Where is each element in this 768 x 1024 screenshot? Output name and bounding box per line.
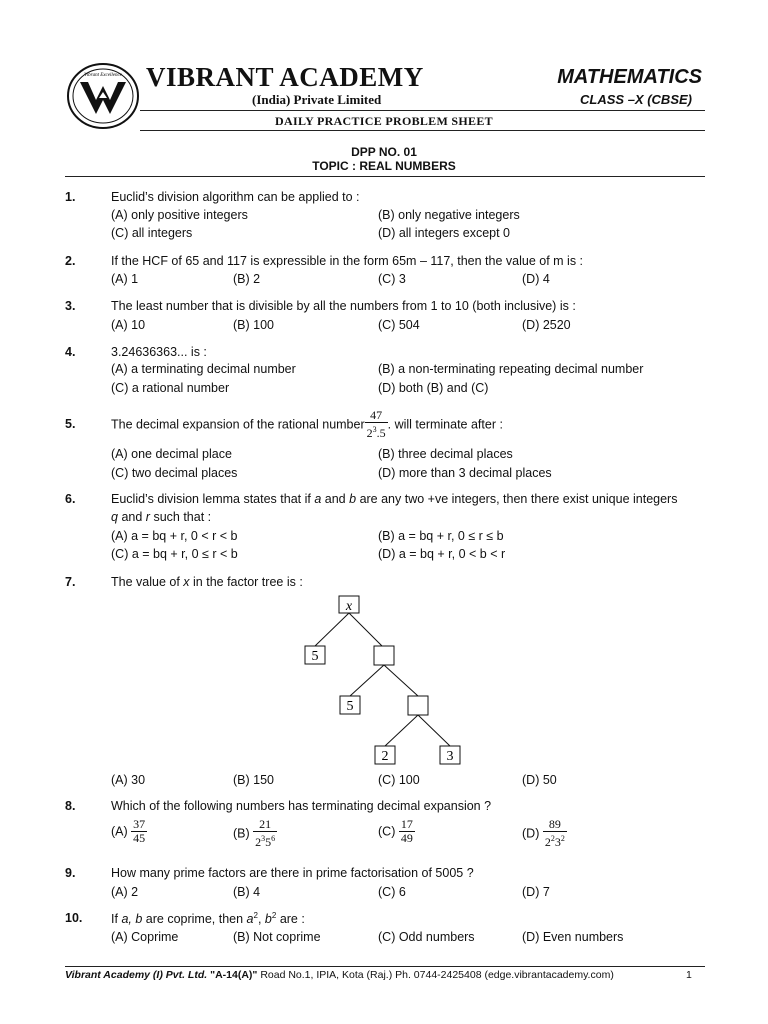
footer-company: Vibrant Academy (I) Pvt. Ltd. bbox=[65, 969, 208, 981]
question-text bbox=[111, 409, 711, 440]
option-c: (C) a rational number bbox=[111, 381, 230, 395]
footer-rule bbox=[65, 966, 705, 967]
option-a: (A) a terminating decimal number bbox=[111, 362, 296, 376]
question-number: 8. bbox=[65, 799, 76, 813]
fraction: $\frac{89}{2^23^2}$ bbox=[544, 817, 565, 849]
logo-text: Vibrant Excellence bbox=[84, 73, 122, 78]
tree-label-2: 2 bbox=[381, 749, 389, 764]
question-number: 10. bbox=[65, 911, 83, 925]
page-number: 1 bbox=[686, 969, 692, 981]
question-text: How many prime factors are there in prime factorisation of 5005 ? bbox=[111, 866, 474, 880]
option-d: (D) more than 3 decimal places bbox=[378, 466, 552, 480]
option-d: (D) a = bq + r, 0 < b < r bbox=[378, 547, 506, 561]
option-c: (C) 3 bbox=[378, 272, 406, 286]
option-b: (B) only negative integers bbox=[378, 208, 520, 222]
tree-node-empty-b bbox=[408, 696, 428, 715]
question-number: 4. bbox=[65, 345, 76, 359]
option-c: (C) 100 bbox=[378, 773, 420, 787]
option-b: (B) 2 bbox=[233, 272, 261, 286]
option-a: (A) one decimal place bbox=[111, 447, 232, 461]
class-label: CLASS –X (CBSE) bbox=[580, 92, 692, 107]
option-c: (C) a = bq + r, 0 ≤ r < b bbox=[111, 547, 238, 561]
question-number: 1. bbox=[65, 190, 76, 204]
option-b: (B) a non-terminating repeating decimal number bbox=[378, 362, 644, 376]
option-c: (C) Odd numbers bbox=[378, 930, 475, 944]
option-a: (A) 10 bbox=[111, 318, 146, 332]
factor-tree bbox=[300, 594, 470, 768]
tree-label-5a: 5 bbox=[311, 649, 319, 664]
option-c: (C) 504 bbox=[378, 318, 420, 332]
question-text: If the HCF of 65 and 117 is expressible in the form 65m – 117, then the value of m is : bbox=[111, 254, 584, 268]
option-d: (D) 4 bbox=[522, 272, 550, 286]
question-text: If a, b are coprime, then $a^2$, $b^2$ are : bbox=[111, 911, 305, 927]
question-text: 3.24636363... is : bbox=[111, 345, 207, 359]
fraction: $\frac{21}{2^35^6}$ bbox=[255, 817, 276, 849]
option-b: (B) 100 bbox=[233, 318, 274, 332]
option-a: (A) 2 bbox=[111, 885, 139, 899]
option-b: (B) three decimal places bbox=[378, 447, 513, 461]
brand-subtitle: (India) Private Limited bbox=[252, 92, 382, 107]
option-d: (D) Even numbers bbox=[522, 930, 624, 944]
tree-root-label: x bbox=[345, 599, 353, 614]
topic-title: TOPIC : REAL NUMBERS bbox=[312, 159, 456, 173]
footer-address: Road No.1, IPIA, Kota (Raj.) Ph. 0744-2425408 (edge.vibrantacademy.com) bbox=[260, 969, 614, 981]
question-number: 2. bbox=[65, 254, 76, 268]
option-a: (A) Coprime bbox=[111, 930, 179, 944]
sheet-title: DAILY PRACTICE PROBLEM SHEET bbox=[275, 114, 493, 128]
header-rule-bottom bbox=[140, 130, 705, 131]
option-b: (B) a = bq + r, 0 ≤ r ≤ b bbox=[378, 529, 504, 543]
question-number: 7. bbox=[65, 575, 76, 589]
option-a: (A) 1 bbox=[111, 272, 139, 286]
question-text-line2: q and r such that : bbox=[111, 510, 212, 524]
tree-label-5b: 5 bbox=[346, 699, 354, 714]
option-a: (A) only positive integers bbox=[111, 208, 248, 222]
option-d: (D) 50 bbox=[522, 773, 557, 787]
brand-name: VIBRANT ACADEMY bbox=[146, 62, 424, 92]
dpp-number: DPP NO. 01 bbox=[351, 145, 417, 159]
option-b: (B) 4 bbox=[233, 885, 261, 899]
question-number: 3. bbox=[65, 299, 76, 313]
fraction: $\frac{17}{49}$ bbox=[400, 817, 413, 845]
header-rule-main bbox=[65, 176, 705, 177]
option-b: (B) 150 bbox=[233, 773, 274, 787]
option-b: (B) Not coprime bbox=[233, 930, 321, 944]
question-text-part: . will terminate after : bbox=[387, 417, 503, 432]
fraction bbox=[365, 409, 388, 440]
question-number: 5. bbox=[65, 417, 76, 431]
fraction: $\frac{37}{45}$ bbox=[133, 817, 146, 845]
option-d: (D) $\frac{89}{2^23^2}$ bbox=[522, 817, 565, 849]
tree-node-empty-a bbox=[374, 646, 394, 665]
header-rule-top bbox=[140, 110, 705, 111]
option-c: (C) all integers bbox=[111, 226, 193, 240]
option-d: (D) both (B) and (C) bbox=[378, 381, 489, 395]
option-d: (D) all integers except 0 bbox=[378, 226, 511, 240]
option-c: (C) two decimal places bbox=[111, 466, 238, 480]
option-a: (A) 30 bbox=[111, 773, 146, 787]
tree-label-3: 3 bbox=[446, 749, 454, 764]
footer-address-code: "A-14(A)" bbox=[210, 969, 258, 981]
footer-text bbox=[65, 969, 614, 981]
question-text: Euclid’s division algorithm can be applied to : bbox=[111, 190, 360, 204]
option-c: (C) 6 bbox=[378, 885, 406, 899]
option-b: (B) $\frac{21}{2^35^6}$ bbox=[233, 817, 276, 849]
question-number: 6. bbox=[65, 492, 76, 506]
question-number: 9. bbox=[65, 866, 76, 880]
option-d: (D) 2520 bbox=[522, 318, 571, 332]
question-text: The least number that is divisible by all the numbers from 1 to 10 (both inclusive) is : bbox=[111, 299, 576, 313]
option-a: (A) a = bq + r, 0 < r < b bbox=[111, 529, 238, 543]
subject-title: MATHEMATICS bbox=[557, 66, 702, 88]
option-d: (D) 7 bbox=[522, 885, 550, 899]
fraction-numerator: 47 bbox=[365, 409, 388, 423]
option-c: (C) $\frac{17}{49}$ bbox=[378, 817, 413, 845]
option-a: (A) $\frac{37}{45}$ bbox=[111, 817, 146, 845]
question-text: Which of the following numbers has terminating decimal expansion ? bbox=[111, 799, 492, 813]
question-text: Euclid’s division lemma states that if a and b are any two +ve integers, then there exist unique integers bbox=[111, 492, 678, 506]
fraction-denominator: $2^3.5$ bbox=[366, 425, 386, 440]
question-text-part: The decimal expansion of the rational number bbox=[111, 417, 365, 432]
question-text: The value of x in the factor tree is : bbox=[111, 575, 303, 589]
